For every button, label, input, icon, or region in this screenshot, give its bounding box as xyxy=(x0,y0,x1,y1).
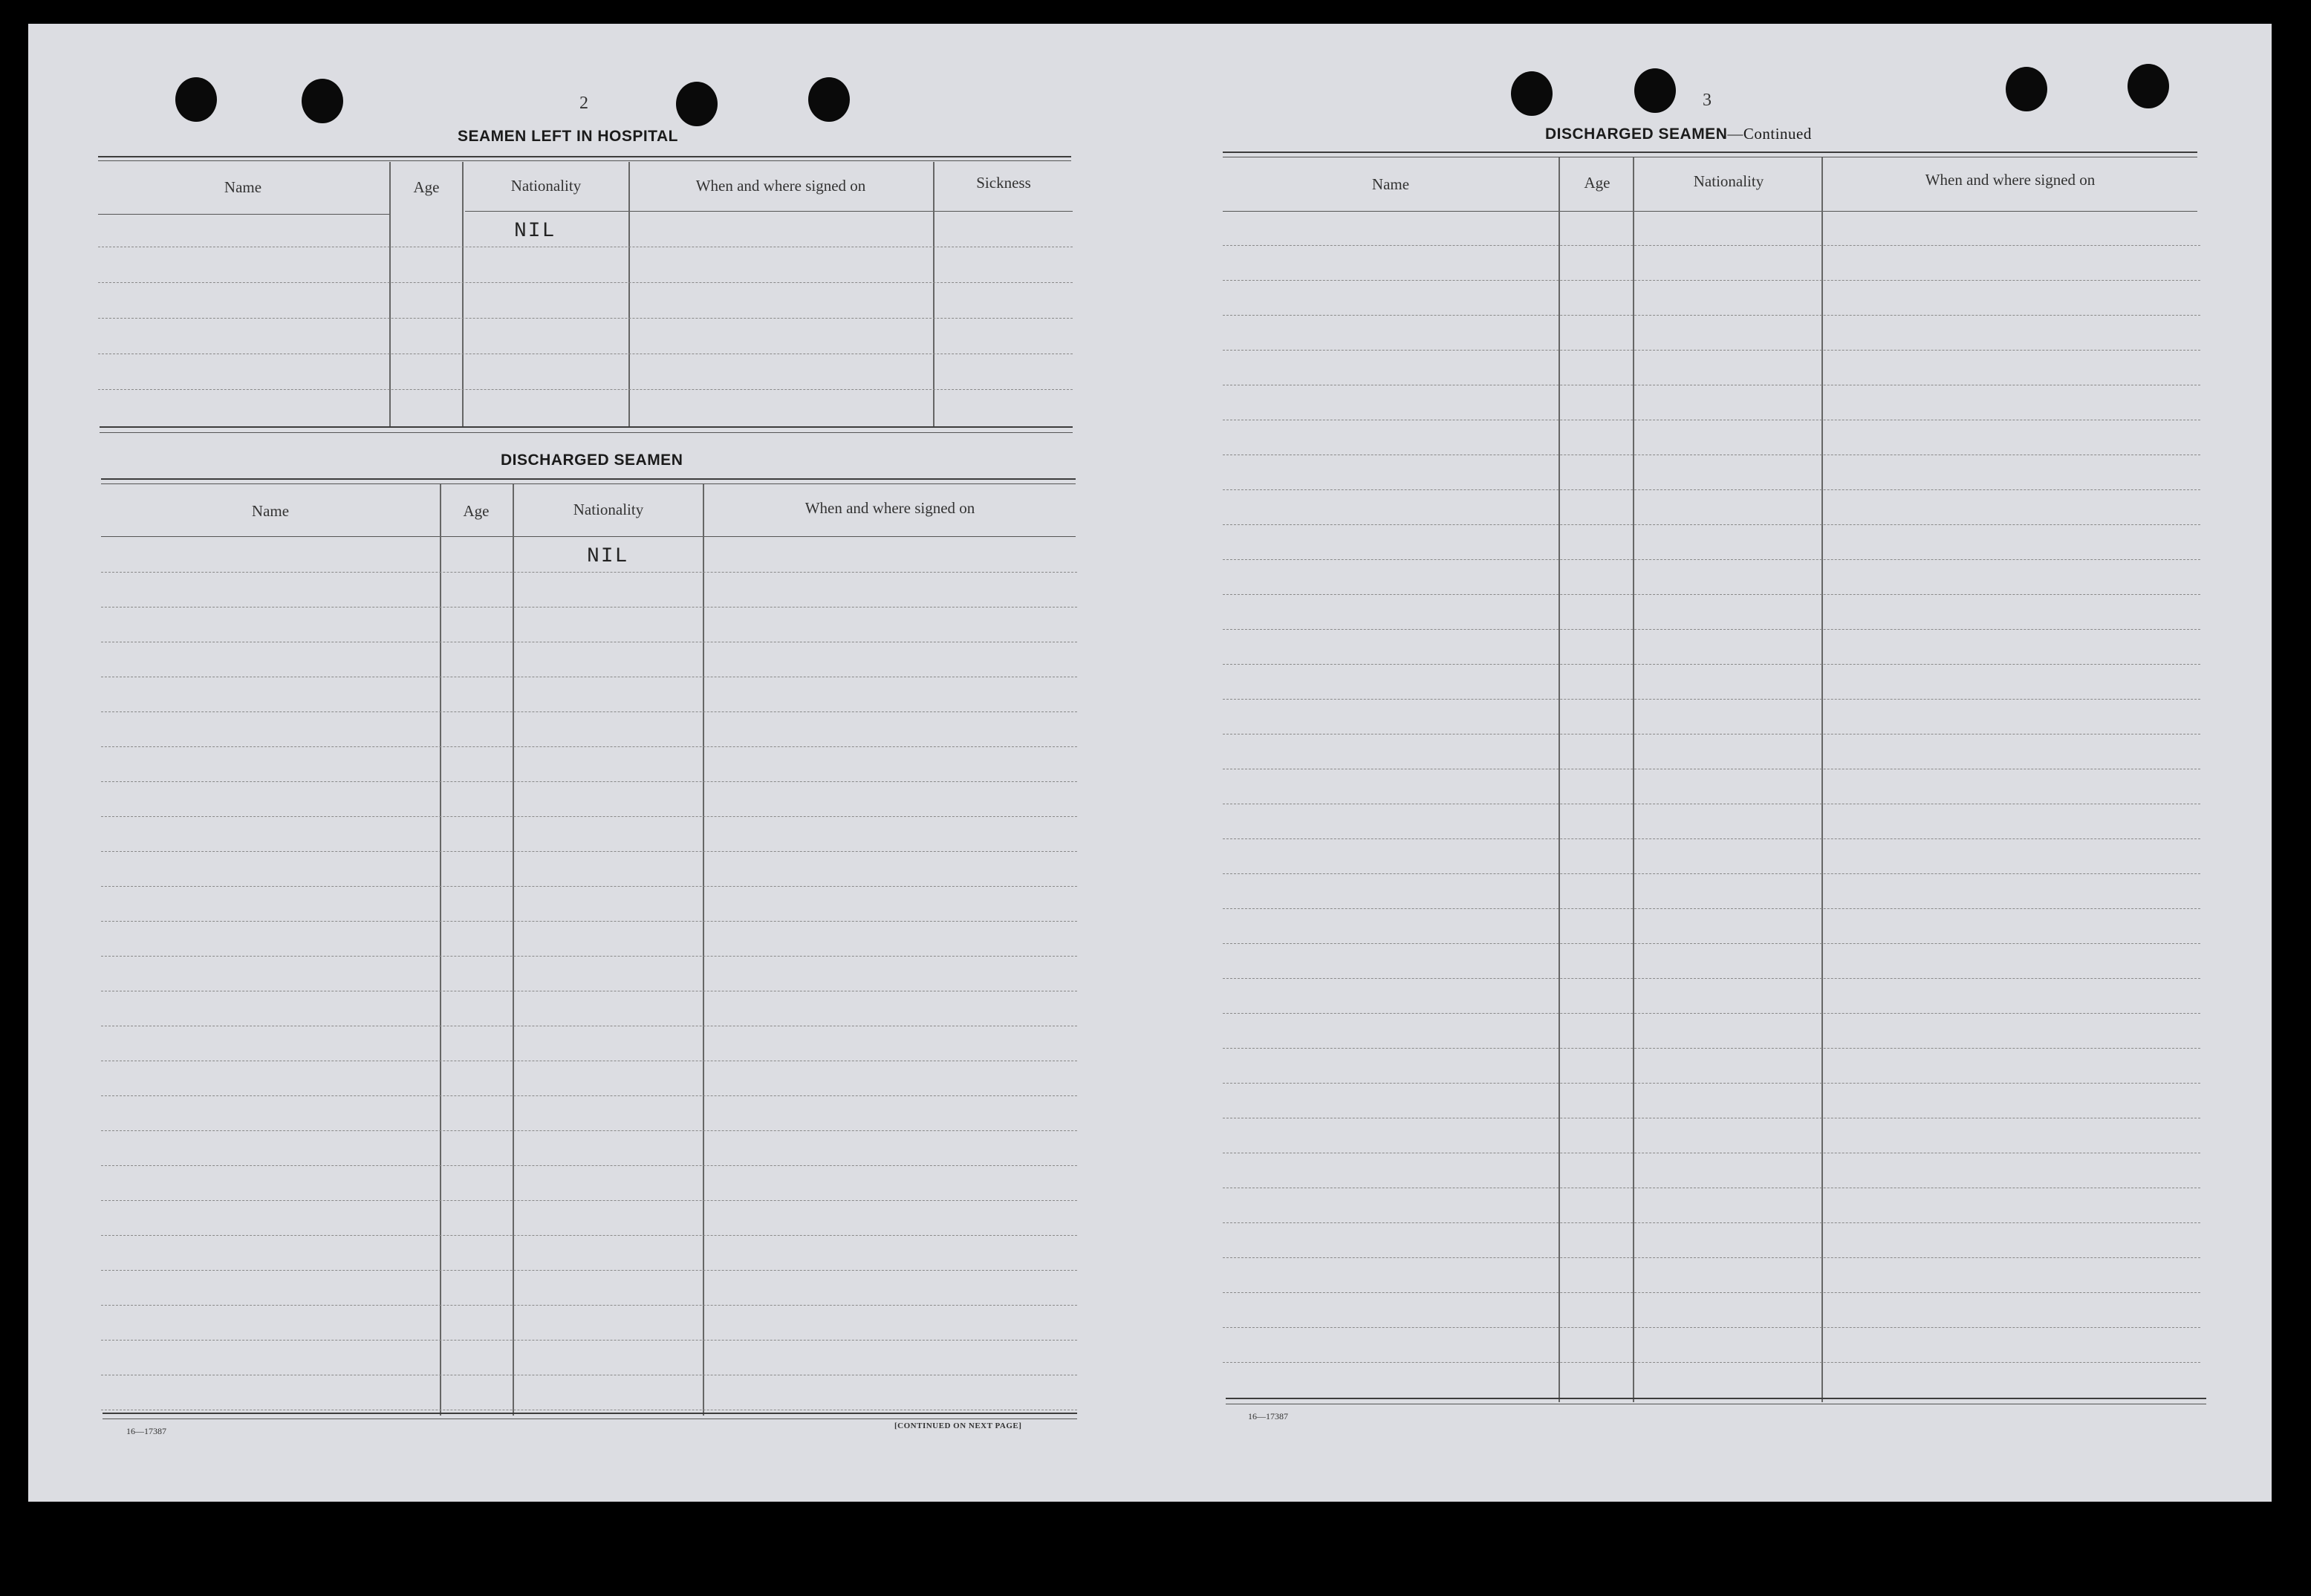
col-header-signed-on: When and where signed on xyxy=(805,499,975,517)
entry-row-line xyxy=(1223,664,2200,665)
column-divider xyxy=(1633,157,1634,1402)
column-divider xyxy=(1821,157,1823,1402)
column-divider xyxy=(462,162,464,428)
discharged-continued-title xyxy=(1545,125,1812,143)
entry-row-line xyxy=(101,781,1077,782)
col-header-sickness: Sickness xyxy=(976,174,1031,192)
entry-row-line xyxy=(1223,1048,2200,1049)
entry-row-line xyxy=(1223,1013,2200,1014)
column-divider xyxy=(389,162,391,428)
entry-row-line xyxy=(1223,734,2200,735)
entry-row-line xyxy=(101,1200,1077,1201)
entry-row-line xyxy=(101,1165,1077,1166)
punch-hole xyxy=(676,82,718,126)
form-number-right: 16—17387 xyxy=(1248,1411,1288,1421)
column-divider xyxy=(1558,157,1560,1402)
hospital-nil-entry: NIL xyxy=(514,220,556,243)
entry-row-line xyxy=(1223,1292,2200,1293)
entry-row-line xyxy=(1223,699,2200,700)
entry-row-line xyxy=(101,1305,1077,1306)
page-number-left: 2 xyxy=(579,94,588,113)
header-underline xyxy=(98,214,391,215)
col-header-name: Name xyxy=(251,502,290,520)
table-top-rule xyxy=(98,160,1071,161)
table-bottom-rule xyxy=(103,1413,1077,1414)
entry-row-line xyxy=(1223,978,2200,979)
punch-hole xyxy=(2128,64,2169,108)
entry-row-line xyxy=(101,711,1077,712)
entry-row-line xyxy=(101,1340,1077,1341)
entry-row-line xyxy=(101,1270,1077,1271)
punch-hole xyxy=(2006,67,2047,111)
col-header-signed-on: When and where signed on xyxy=(1925,171,2096,189)
entry-row-line xyxy=(101,607,1077,608)
column-divider xyxy=(933,162,935,428)
col-header-age: Age xyxy=(1584,174,1610,192)
column-divider xyxy=(703,484,704,1416)
column-divider xyxy=(440,484,441,1416)
header-underline xyxy=(1223,211,2197,212)
entry-row-line xyxy=(1223,1257,2200,1258)
entry-row-line xyxy=(101,816,1077,817)
entry-row-line xyxy=(1223,350,2200,351)
table-top-rule xyxy=(101,478,1076,480)
hospital-section-title: SEAMEN LEFT IN HOSPITAL xyxy=(458,128,678,145)
punch-hole xyxy=(302,79,343,123)
discharged-continued-title-main: DISCHARGED SEAMEN xyxy=(1545,126,1728,143)
entry-row-line xyxy=(1223,1222,2200,1223)
col-header-nationality: Nationality xyxy=(1693,172,1764,190)
col-header-age: Age xyxy=(463,502,490,520)
entry-row-line xyxy=(1223,245,2200,246)
entry-row-line xyxy=(1223,524,2200,525)
entry-row-line xyxy=(101,746,1077,747)
header-underline xyxy=(465,211,1073,212)
entry-row-line xyxy=(1223,1327,2200,1328)
entry-row-line xyxy=(98,389,1073,390)
entry-row-line xyxy=(101,851,1077,852)
col-header-name: Name xyxy=(1371,175,1410,193)
discharged-nil-entry: NIL xyxy=(587,545,629,568)
form-number-left: 16—17387 xyxy=(126,1426,166,1436)
table-bottom-rule xyxy=(1226,1398,2206,1399)
entry-row-line xyxy=(101,886,1077,887)
col-header-signed-on: When and where signed on xyxy=(695,177,866,195)
entry-row-line xyxy=(1223,838,2200,839)
entry-row-line xyxy=(101,1095,1077,1096)
punch-hole xyxy=(175,77,217,122)
entry-row-line xyxy=(101,1130,1077,1131)
entry-row-line xyxy=(1223,629,2200,630)
table-bottom-rule xyxy=(100,432,1073,433)
page-number-right: 3 xyxy=(1703,91,1712,110)
col-header-name: Name xyxy=(224,178,262,196)
continued-note: [CONTINUED ON NEXT PAGE] xyxy=(894,1421,1022,1430)
table-top-rule xyxy=(1223,152,2197,153)
entry-row-line xyxy=(1223,943,2200,944)
entry-row-line xyxy=(1223,873,2200,874)
col-header-nationality: Nationality xyxy=(573,501,644,518)
col-header-nationality: Nationality xyxy=(510,177,582,195)
table-bottom-rule xyxy=(100,426,1073,428)
punch-hole xyxy=(808,77,850,122)
discharged-section-title: DISCHARGED SEAMEN xyxy=(501,452,683,469)
entry-row-line xyxy=(1223,1362,2200,1363)
entry-row-line xyxy=(1223,280,2200,281)
entry-row-line xyxy=(1223,594,2200,595)
entry-row-line xyxy=(101,1235,1077,1236)
col-header-age: Age xyxy=(413,178,440,196)
entry-row-line xyxy=(1223,559,2200,560)
entry-row-line xyxy=(1223,489,2200,490)
entry-row-line xyxy=(101,921,1077,922)
entry-row-line xyxy=(101,572,1077,573)
entry-row-line xyxy=(98,318,1073,319)
column-divider xyxy=(628,162,630,428)
table-top-rule xyxy=(98,156,1071,157)
table-top-rule xyxy=(101,483,1076,484)
column-divider xyxy=(513,484,514,1416)
punch-hole xyxy=(1511,71,1553,116)
header-underline xyxy=(101,536,1076,537)
discharged-continued-title-suffix: —Continued xyxy=(1727,125,1812,143)
entry-row-line xyxy=(101,956,1077,957)
entry-row-line xyxy=(98,282,1073,283)
punch-hole xyxy=(1634,68,1676,113)
entry-row-line xyxy=(1223,908,2200,909)
entry-row-line xyxy=(1223,315,2200,316)
entry-row-line xyxy=(1223,1083,2200,1084)
